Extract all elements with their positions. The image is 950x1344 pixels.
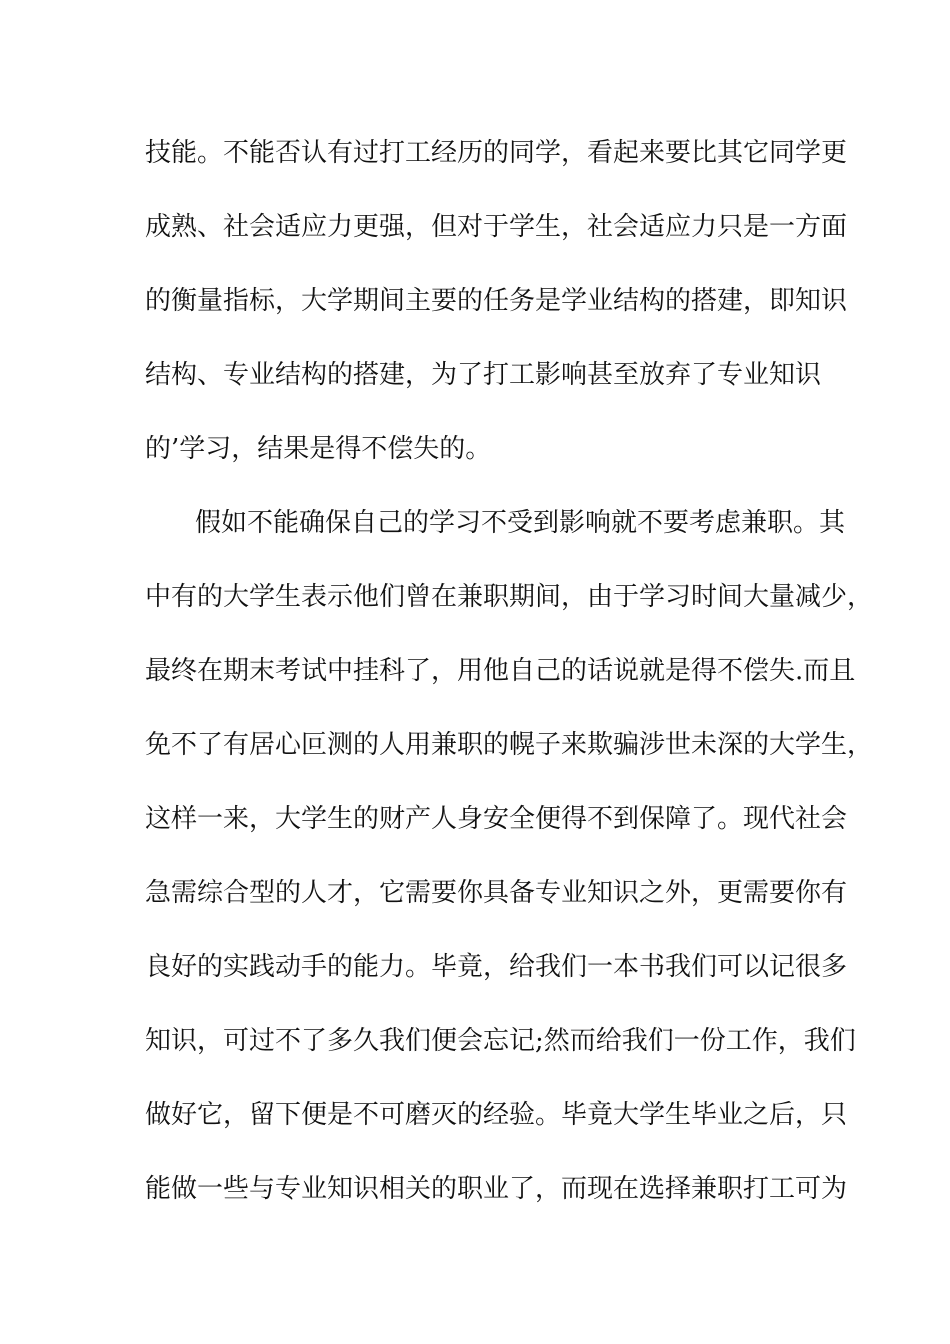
text-line: 做好它，留下便是不可磨灭的经验。毕竟大学生毕业之后，只 xyxy=(145,1100,848,1130)
text-line: 这样一来，大学生的财产人身安全便得不到保障了。现代社会 xyxy=(145,804,848,834)
text-line: 知识，可过不了多久我们便会忘记;然而给我们一份工作，我们 xyxy=(145,1026,856,1056)
text-line: 能做一些与专业知识相关的职业了，而现在选择兼职打工可为 xyxy=(145,1174,848,1204)
text-line: 成熟、社会适应力更强，但对于学生，社会适应力只是一方面 xyxy=(145,212,848,242)
text-line: 的’学习，结果是得不偿失的。 xyxy=(145,434,492,464)
text-line: 中有的大学生表示他们曾在兼职期间，由于学习时间大量减少， xyxy=(145,582,874,612)
text-line: 良好的实践动手的能力。毕竟，给我们一本书我们可以记很多 xyxy=(145,952,848,982)
text-line: 的衡量指标，大学期间主要的任务是学业结构的搭建，即知识 xyxy=(145,286,848,316)
text-line: 技能。不能否认有过打工经历的同学，看起来要比其它同学更 xyxy=(145,138,848,168)
paragraph-first-line: 假如不能确保自己的学习不受到影响就不要考虑兼职。其 xyxy=(195,508,846,538)
text-line: 结构、专业结构的搭建，为了打工影响甚至放弃了专业知识 xyxy=(145,360,822,390)
text-line: 免不了有居心叵测的人用兼职的幌子来欺骗涉世未深的大学生， xyxy=(145,730,874,760)
text-line: 急需综合型的人才，它需要你具备专业知识之外，更需要你有 xyxy=(145,878,848,908)
text-line: 最终在期末考试中挂科了，用他自己的话说就是得不偿失.而且 xyxy=(145,656,856,686)
